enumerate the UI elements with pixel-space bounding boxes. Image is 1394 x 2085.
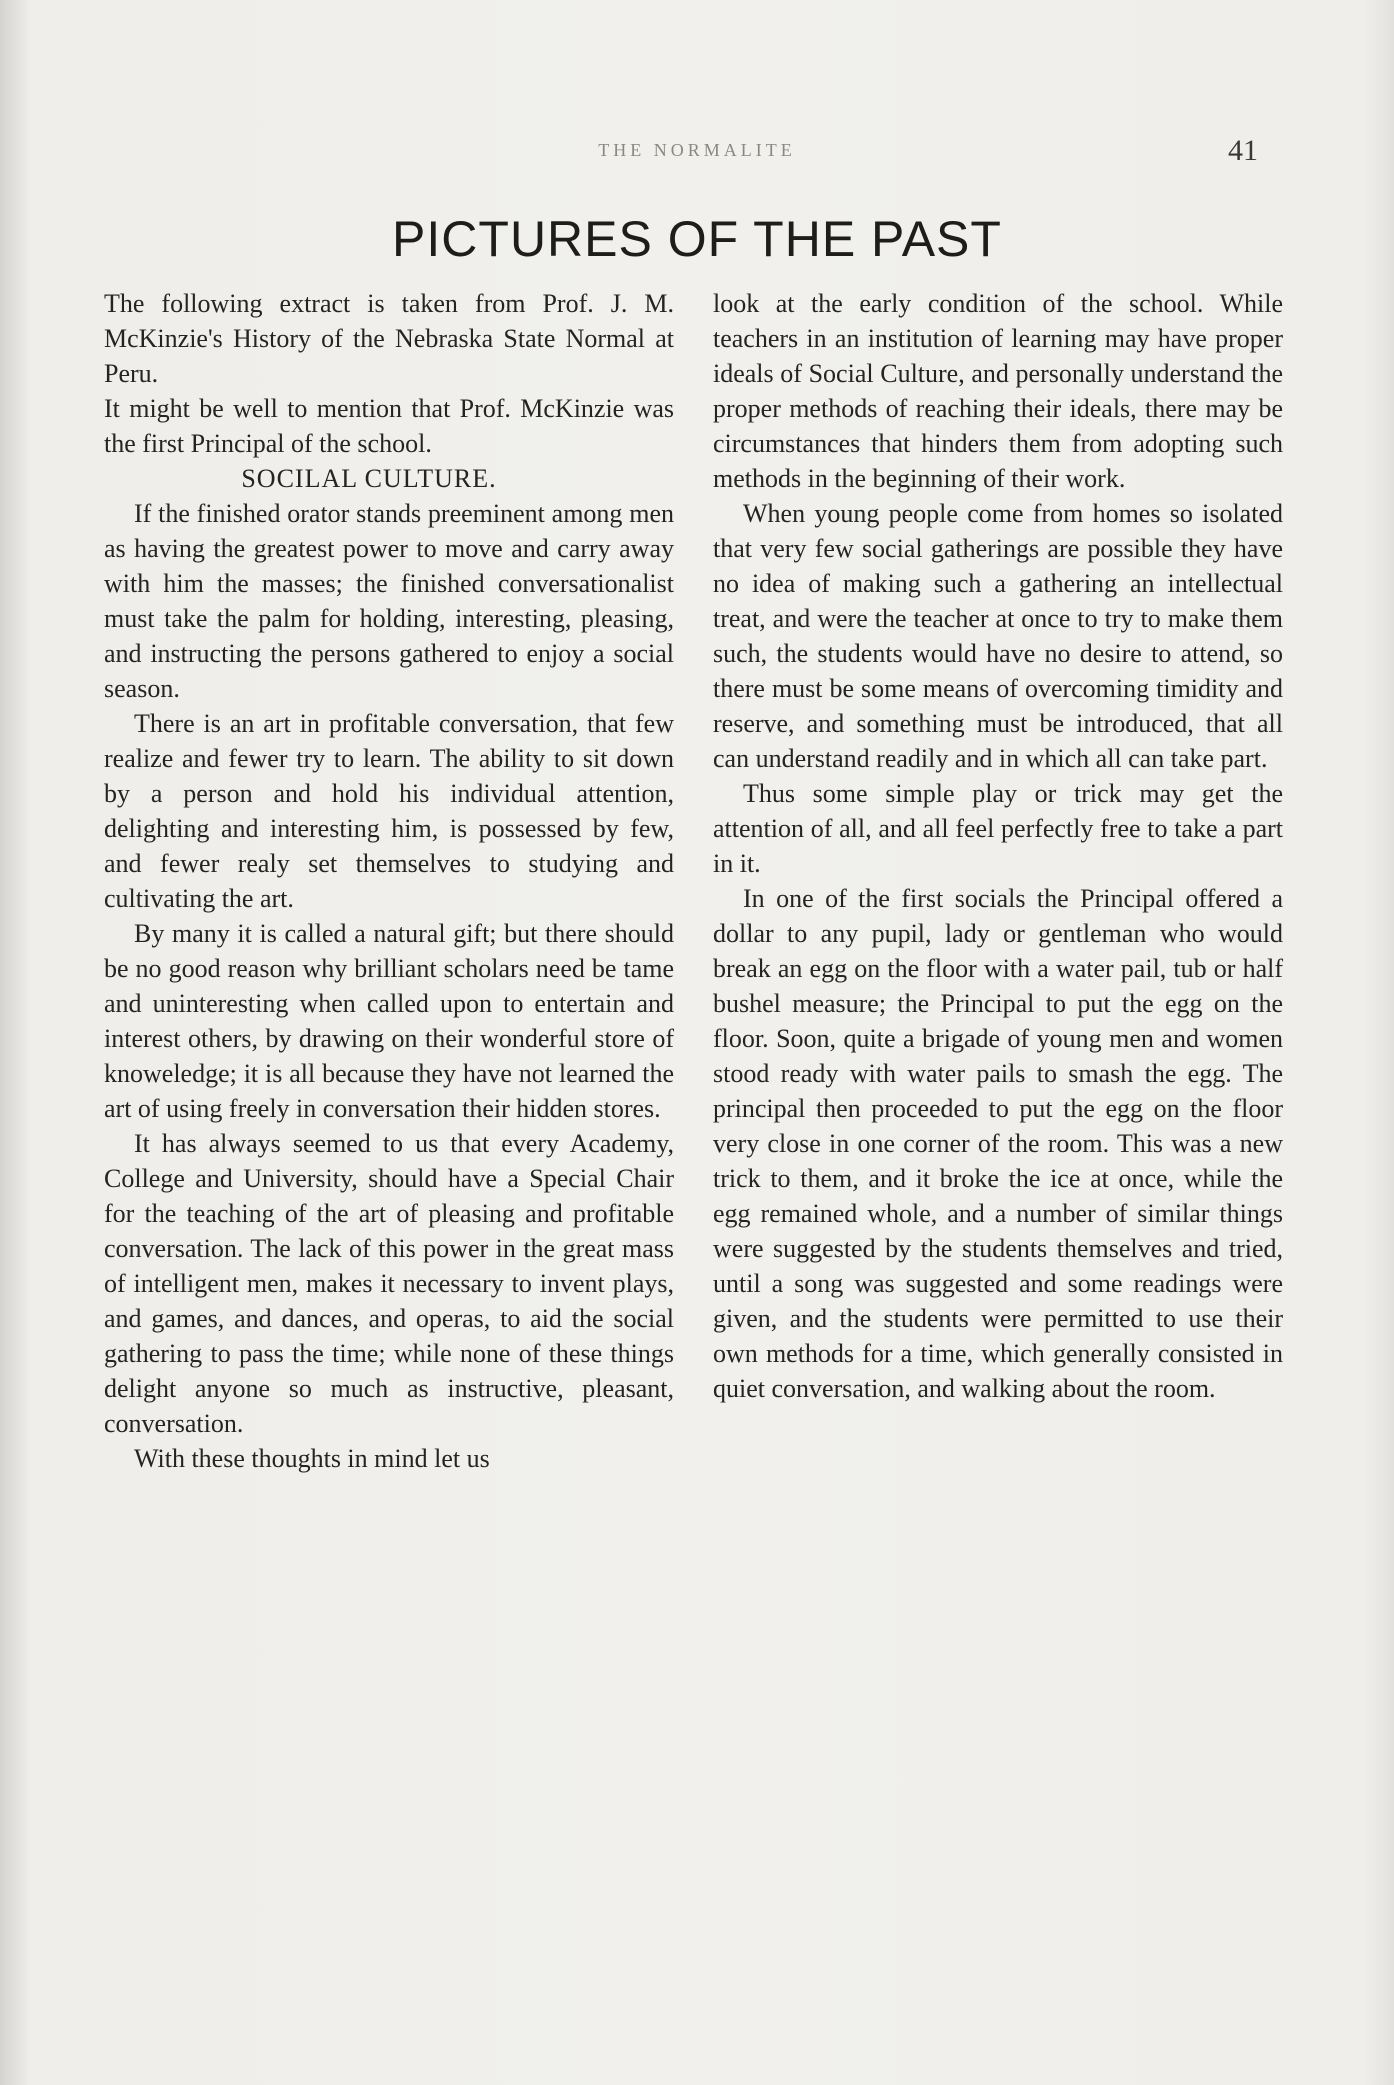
running-head: THE NORMALITE — [598, 140, 796, 160]
intro-paragraph: The following extract is taken from Prof. J. M. McKinzie's History of the Nebraska State Normal at Peru. — [104, 289, 674, 388]
body-paragraph: By many it is called a natural gift; but there should be no good reason why brilliant scholars need be tame and uninteresting when called upon to entertain and interest others, by drawing on their wonderful store of knoweledge; it is all because they have not learned the art of using freely in conversation their hidden stores. — [104, 919, 674, 1123]
right-column — [713, 286, 1283, 1406]
page-number: 41 — [1228, 134, 1258, 167]
continued-paragraph: look at the early condition of the school. While teachers in an institution of learning may have proper ideals of Social Culture, and personally understand the proper methods of reaching their ideals, there may be circumstances that hinders them from adopting such methods in the beginning of their work. — [713, 289, 1283, 493]
body-paragraph: There is an art in profitable conversation, that few realize and fewer try to learn. The ability to sit down by a person and hold his individual attention, delighting and interesting him, is possessed by few, and fewer realy set themselves to studying and cultivating the art. — [104, 709, 674, 913]
body-paragraph: In one of the first socials the Principal offered a dollar to any pupil, lady or gentleman who would break an egg on the floor with a water pail, tub or half bushel measure; the Principal to put the egg on the floor. Soon, quite a brigade of young men and women stood ready with water pails to smash the egg. The principal then proceeded to put the egg on the floor very close in one corner of the room. This was a new trick to them, and it broke the ice at once, while the egg remained whole, and a number of similar things were suggested by the students themselves and tried, until a song was suggested and some readings were given, and the students were permitted to use their own methods for a time, which generally consisted in quiet conversation, and walking about the room. — [713, 884, 1283, 1403]
article-title: PICTURES OF THE PAST — [392, 211, 1002, 267]
body-paragraph: When young people come from homes so isolated that very few social gatherings are possible they have no idea of making such a gathering an intellectual treat, and were the teacher at once to try to make them such, the students would have no desire to attend, so there must be some means of overcoming timidity and reserve, and something must be introduced, that all can understand readily and in which all can take part. — [713, 499, 1283, 773]
body-paragraph: With these thoughts in mind let us — [134, 1444, 490, 1473]
section-heading: SOCILAL CULTURE. — [241, 464, 497, 493]
body-paragraph: It has always seemed to us that every Academy, College and University, should have a Special Chair for the teaching of the art of pleasing and profitable conversation. The lack of this power in the great mass of intelligent men, makes it necessary to invent plays, and games, and dances, and operas, to aid the social gathering to pass the time; while none of these things delight anyone so much as instructive, pleasant, conversation. — [104, 1129, 674, 1438]
left-column — [104, 286, 674, 1476]
intro-paragraph-2: It might be well to mention that Prof. McKinzie was the first Principal of the school. — [104, 394, 674, 458]
body-paragraph: Thus some simple play or trick may get the attention of all, and all feel perfectly free to take a part in it. — [713, 779, 1283, 878]
body-paragraph: If the finished orator stands preeminent among men as having the greatest power to move and carry away with him the masses; the finished conversationalist must take the palm for holding, interesting, pleasing, and instructing the persons gathered to enjoy a social season. — [104, 499, 674, 703]
